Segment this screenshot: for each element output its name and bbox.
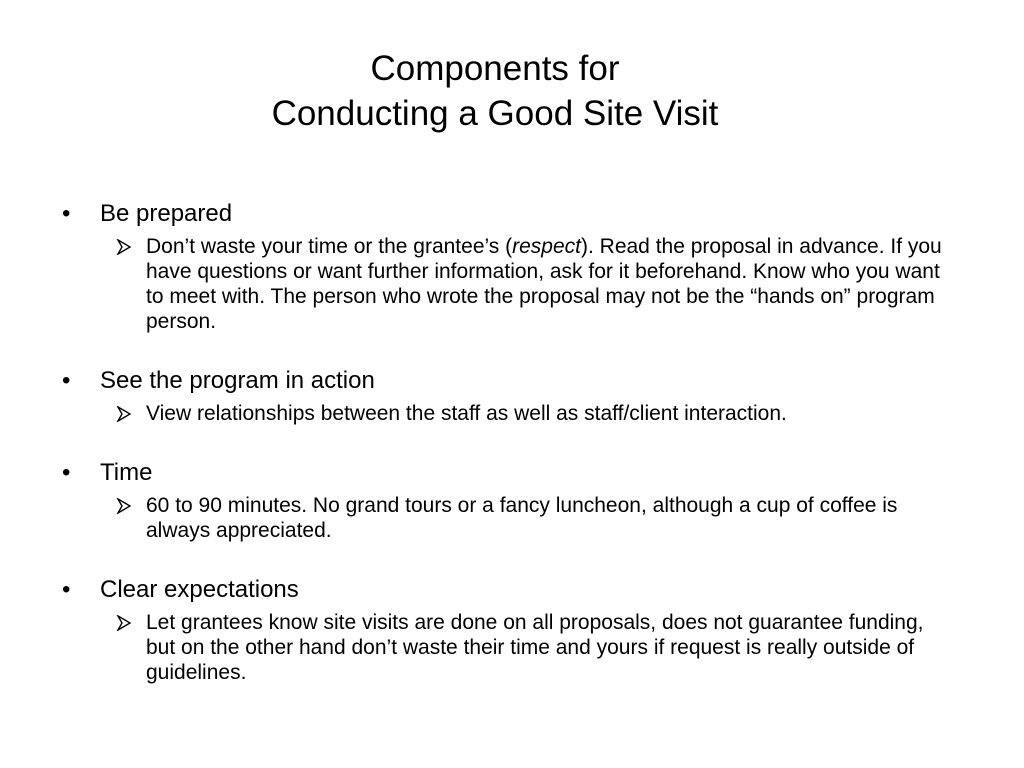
bullet-heading: Time: [100, 459, 153, 486]
bullet-list: [56, 196, 976, 685]
arrow-bullet-icon: [116, 615, 132, 631]
bullet-heading: Clear expectations: [100, 576, 299, 603]
arrow-bullet-icon: [116, 239, 132, 255]
list-item-be-prepared: [56, 196, 976, 334]
arrow-bullet-icon: [116, 498, 132, 514]
sub-text: View relationships between the staff as well as staff/client interaction.: [146, 402, 787, 425]
list-item-time: [56, 455, 976, 543]
bullet-icon: •: [62, 576, 71, 603]
sub-text-part-1: Don’t waste your time or the grantee’s (: [146, 235, 513, 258]
sub-bullet: [56, 401, 976, 426]
sub-bullet: [56, 493, 976, 543]
bullet-icon: •: [62, 459, 71, 486]
sub-text: 60 to 90 minutes. No grand tours or a fancy luncheon, although a cup of coffee is always appreciated.: [146, 494, 898, 542]
sub-text: Let grantees know site visits are done on all proposals, does not guarantee funding, but on the other hand don’t waste their time and yours if request is really outside of guidelines.: [146, 611, 924, 684]
sub-text-part-2: ). Read the proposal in advance. If you have questions or want further information, ask for it beforehand. Know who you want to meet with. The person who wrote the proposal may not be the “hands on” program person.: [146, 235, 942, 333]
bullet-row: [56, 363, 976, 399]
slide-title: [0, 46, 990, 136]
list-item-clear-expectations: [56, 572, 976, 685]
bullet-heading: See the program in action: [100, 367, 375, 394]
arrow-bullet-icon: [116, 406, 132, 422]
bullet-row: [56, 572, 976, 608]
title-line-2: Conducting a Good Site Visit: [271, 94, 719, 133]
list-item-see-program: [56, 363, 976, 426]
bullet-heading: Be prepared: [100, 200, 233, 227]
sub-bullet: [56, 234, 976, 334]
bullet-icon: •: [62, 367, 71, 394]
bullet-icon: •: [62, 200, 71, 227]
bullet-row: [56, 196, 976, 232]
sub-bullet: [56, 610, 976, 685]
bullet-row: [56, 455, 976, 491]
title-line-1: Components for: [370, 49, 620, 88]
sub-text-emphasis: respect: [512, 235, 581, 258]
